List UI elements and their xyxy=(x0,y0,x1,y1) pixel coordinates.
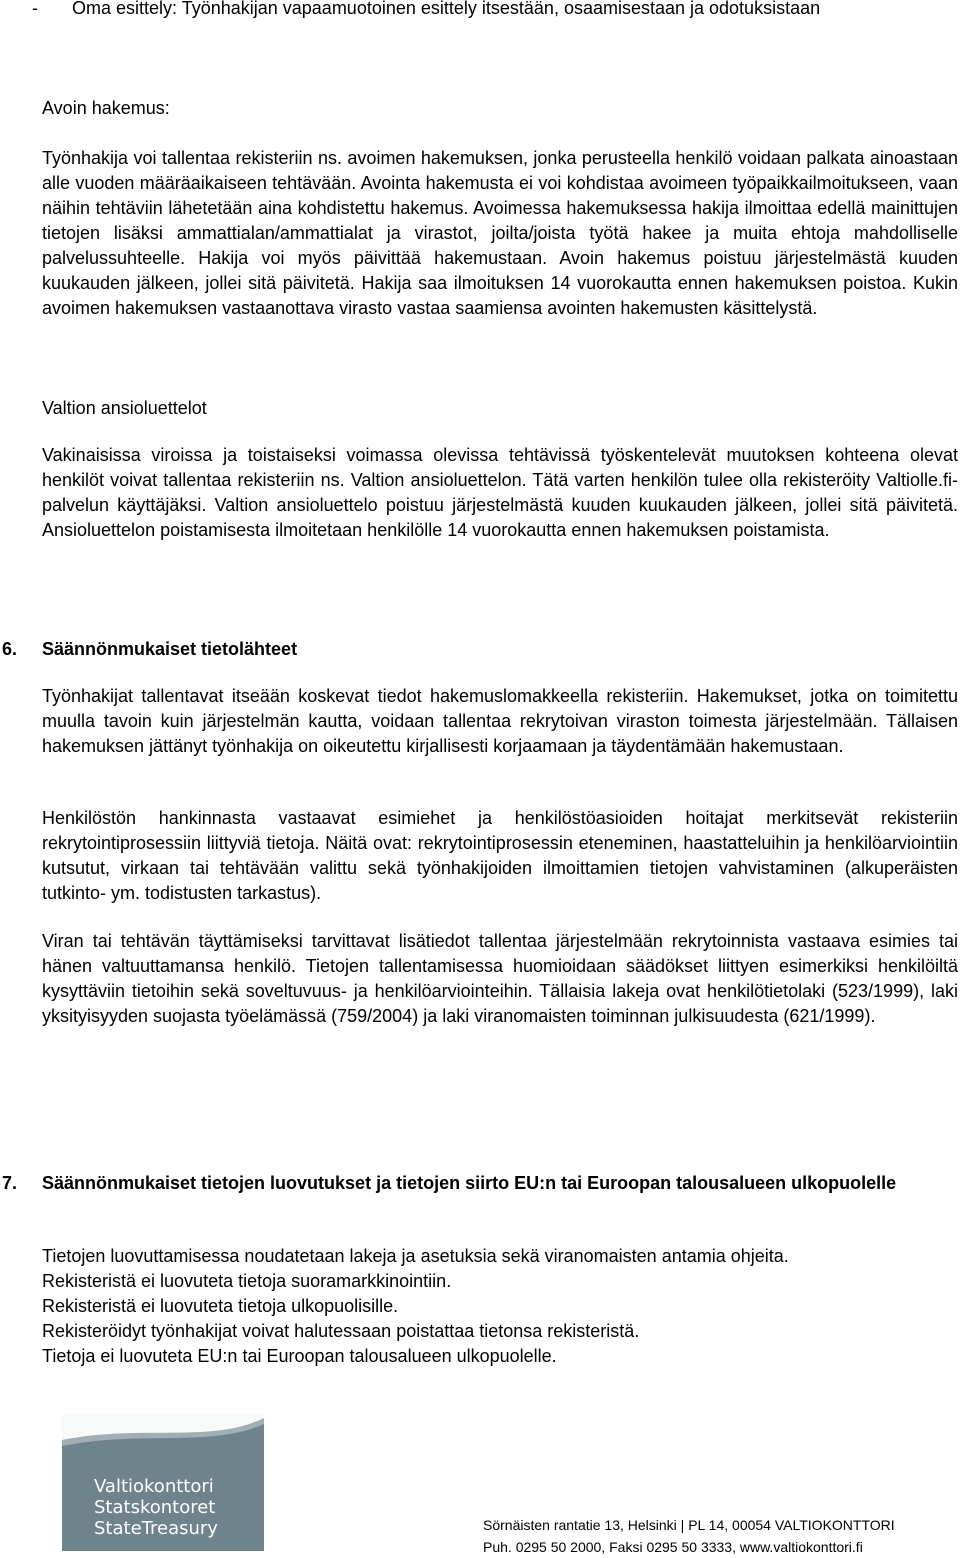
valtiokonttori-logo xyxy=(62,1414,264,1551)
ansioluettelot-body: Vakinaisissa viroissa ja toistaiseksi voimassa olevissa tehtävissä työskentelevät muutoksen kohteena olevat henkilöt voivat tallentaa rekisteriin ns. Valtion ansioluettelon. Tätä varten henkilön tulee olla rekisteröity Valtiolle.fi-palvelun käyttäjäksi. Valtion ansioluettelo poistuu järjestelmästä kuuden kuukauden jälkeen, jollei sitä päivitetä. Ansioluettelon poistamisesta ilmoitetaan henkilölle 14 vuorokautta ennen hakemuksen poistamista. xyxy=(42,445,958,540)
footer-contact: Puh. 0295 50 2000, Faksi 0295 50 3333, www.valtiokonttori.fi xyxy=(483,1539,863,1555)
footer-address: Sörnäisten rantatie 13, Helsinki | PL 14, 00054 VALTIOKONTTORI xyxy=(483,1517,895,1533)
section-6-number: 6. xyxy=(2,639,18,659)
logo-wave-icon xyxy=(62,1414,264,1454)
section-6-paragraph: Henkilöstön hankinnasta vastaavat esimiehet ja henkilöstöasioiden hoitajat merkitsevät rekisteriin rekrytointiprosessiin liittyviä tietoja. Näitä ovat: rekrytointiprosessin eteneminen, haastatteluihin ja henkilöarviointiin kutsutut, virkaan tai tehtävään valittu sekä työnhakijoiden ilmoittamien tietojen vahvistaminen (alkuperäisten tutkinto- ym. todistusten tarkastus). xyxy=(42,808,958,903)
section-7-line: Tietojen luovuttamisessa noudatetaan lakeja ja asetuksia sekä viranomaisten antamia ohjeita. xyxy=(42,1246,789,1266)
section-7-number: 7. xyxy=(2,1173,18,1193)
bullet-dash: - xyxy=(32,0,38,18)
section-7-line: Tietoja ei luovuteta EU:n tai Euroopan talousalueen ulkopuolelle. xyxy=(42,1346,557,1366)
section-6-paragraph: Viran tai tehtävän täyttämiseksi tarvittavat lisätiedot tallentaa järjestelmään rekrytoinnista vastaava esimies tai hänen valtuuttamansa henkilö. Tietojen tallentamisessa huomioidaan säädökset liittyen esimerkiksi henkilöiltä kysyttäviin tietoihin sekä soveltuvuus- ja henkilöarviointeihin. Tällaisia lakeja ovat henkilötietolaki (523/1999), laki yksityisyyden suojasta työelämässä (759/2004) ja laki viranomaisten toiminnan julkisuudesta (621/1999). xyxy=(42,931,958,1026)
section-7-title: Säännönmukaiset tietojen luovutukset ja tietojen siirto EU:n tai Euroopan talousalueen ulkopuolelle xyxy=(42,1173,897,1193)
section-7-list xyxy=(42,1244,958,1369)
logo-line: Statskontoret xyxy=(94,1497,216,1518)
logo-line: StateTreasury xyxy=(94,1518,218,1539)
footer xyxy=(483,1514,958,1558)
section-6-title: Säännönmukaiset tietolähteet xyxy=(42,639,298,659)
avoin-hakemus-body: Työnhakija voi tallentaa rekisteriin ns. avoimen hakemuksen, jonka perusteella henkilö voidaan palkata ainoastaan alle vuoden määräaikaiseen tehtävään. Avointa hakemusta ei voi kohdistaa avoimeen työpaikkailmoitukseen, vaan näihin tehtäviin lähetetään aina kohdistettu hakemus. Avoimessa hakemuksessa hakija ilmoittaa edellä mainittujen tietojen lisäksi ammattialan/ammattialat ja virastot, joilta/joista työtä hakee ja muita ehtoja mahdolliselle palvelussuhteelle. Hakija voi myös päivittää hakemustaan. Avoin hakemus poistuu järjestelmästä kuuden kuukauden jälkeen, jollei sitä päivitetä. Hakija saa ilmoituksen 14 vuorokautta ennen hakemuksen poistoa. Kukin avoimen hakemuksen vastaanottava virasto vastaa saamiensa avointen hakemusten käsittelystä. xyxy=(42,148,958,318)
section-6-paragraph: Työnhakijat tallentavat itseään koskevat tiedot hakemuslomakkeella rekisteriin. Hakemukset, jotka on toimitettu muulla tavoin kuin järjestelmän kautta, voidaan tallentaa rekrytoivan viraston toimesta järjestelmään. Tällaisen hakemuksen jättänyt työnhakija on oikeutettu kirjallisesti korjaamaan ja täydentämään hakemustaan. xyxy=(42,686,958,756)
logo-line: Valtiokonttori xyxy=(94,1476,214,1497)
section-7-line: Rekisteristä ei luovuteta tietoja ulkopuolisille. xyxy=(42,1296,399,1316)
ansioluettelot-heading: Valtion ansioluettelot xyxy=(42,398,207,418)
intro-bullet-text: Oma esittely: Työnhakijan vapaamuotoinen esittely itsestään, osaamisestaan ja odotuksistaan xyxy=(72,0,821,18)
section-7-line: Rekisteröidyt työnhakijat voivat halutessaan poistattaa tietonsa rekisteristä. xyxy=(42,1321,640,1341)
avoin-hakemus-heading: Avoin hakemus: xyxy=(42,98,170,118)
section-7-line: Rekisteristä ei luovuteta tietoja suoramarkkinointiin. xyxy=(42,1271,452,1291)
